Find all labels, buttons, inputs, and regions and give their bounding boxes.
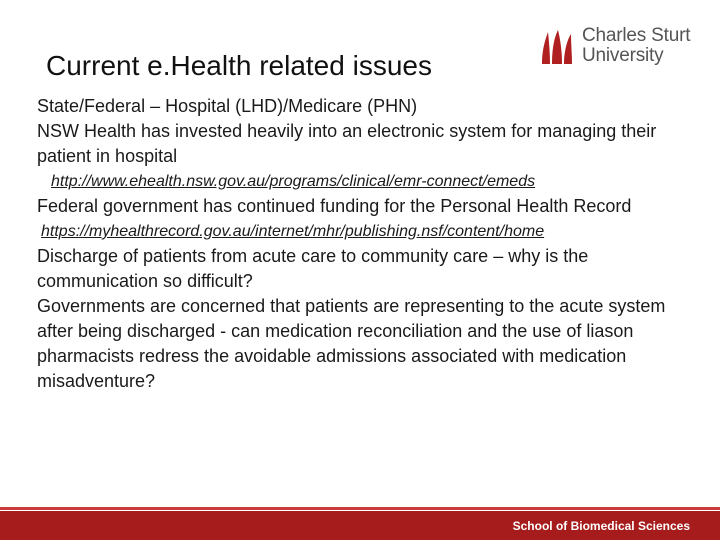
footer-divider	[0, 507, 720, 510]
logo-wordmark	[582, 26, 690, 66]
bullet-discharge: Discharge of patients from acute care to community care – why is the communication so difficult?	[37, 246, 589, 291]
bullet-state-federal: State/Federal – Hospital (LHD)/Medicare (PHN)	[37, 96, 418, 116]
bullet-governments: Governments are concerned that patients are representing to the acute system after being discharged - can medication reconciliation and the use of liason pharmacists redress the avoidable admissions associated with medication misadventure?	[37, 296, 666, 391]
myhealthrecord-link[interactable]: https://myhealthrecord.gov.au/internet/mhr/publishing.nsf/content/home	[41, 223, 545, 240]
bullet-federal-funding: Federal government has continued funding for the Personal Health Record	[37, 196, 632, 216]
footer-bar	[0, 511, 720, 540]
university-logo	[538, 26, 708, 72]
csu-flame-icon	[538, 28, 578, 68]
slide-body	[37, 94, 697, 394]
ehealth-link[interactable]: http://www.ehealth.nsw.gov.au/programs/clinical/emr-connect/emeds	[51, 173, 536, 190]
logo-line-1: Charles Sturt	[582, 25, 691, 46]
logo-line-2: University	[582, 45, 664, 66]
slide-title: Current e.Health related issues	[46, 50, 432, 81]
bullet-nsw-health: NSW Health has invested heavily into an electronic system for managing their patient in hospital	[37, 121, 657, 166]
footer-school-name: School of Biomedical Sciences	[512, 519, 690, 533]
